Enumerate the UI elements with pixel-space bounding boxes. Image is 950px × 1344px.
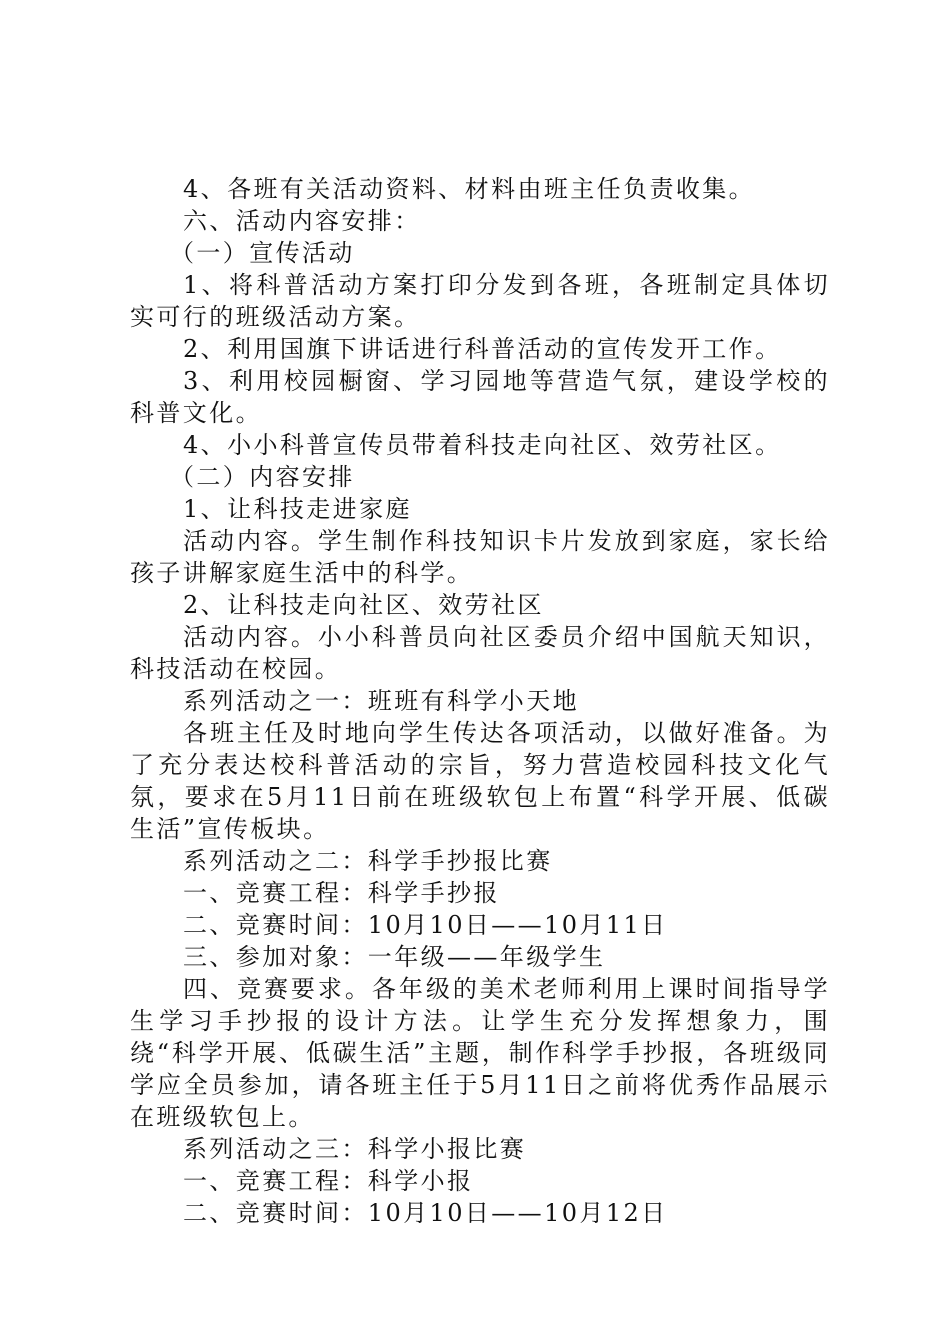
activity-heading: 系列活动之三：科学小报比赛: [183, 1135, 527, 1163]
subsection-heading: （二）内容安排: [170, 463, 355, 491]
paragraph: 三、参加对象：一年级——年级学生: [183, 943, 606, 971]
section-heading: 六、活动内容安排：: [183, 207, 421, 235]
paragraph: 4、各班有关活动资料、材料由班主任负责收集。: [183, 175, 756, 203]
paragraph: 1、让科技走进家庭: [183, 495, 412, 523]
paragraph: 2、利用国旗下讲话进行科普活动的宣传发开工作。: [183, 335, 782, 363]
paragraph: 四、竞赛要求。各年级的美术老师利用上课时间指导学生学习手抄报的设计方法。让学生充分发挥想象力，围绕“科学开展、低碳生活”主题，制作科学手抄报，各班级同学应全员参加，请各班主任于5月11日之前将优秀作品展示在班级软包上。: [130, 975, 830, 1131]
paragraph: 4、小小科普宣传员带着科技走向社区、效劳社区。: [183, 431, 782, 459]
activity-heading: 系列活动之一：班班有科学小天地: [183, 687, 579, 715]
paragraph: 各班主任及时地向学生传达各项活动，以做好准备。为了充分表达校科普活动的宗旨，努力营造校园科技文化气氛，要求在5月11日前在班级软包上布置“科学开展、低碳生活”宣传板块。: [130, 719, 830, 843]
paragraph: 一、竞赛工程：科学小报: [183, 1167, 474, 1195]
activity-heading: 系列活动之二：科学手抄报比赛: [183, 847, 553, 875]
paragraph: 二、竞赛时间：10月10日——10月12日: [183, 1199, 668, 1227]
paragraph: 一、竞赛工程：科学手抄报: [183, 879, 500, 907]
paragraph: 二、竞赛时间：10月10日——10月11日: [183, 911, 668, 939]
document-body: [130, 173, 830, 1229]
subsection-heading: （一）宣传活动: [170, 239, 355, 267]
paragraph: 活动内容。学生制作科技知识卡片发放到家庭，家长给孩子讲解家庭生活中的科学。: [130, 527, 830, 587]
paragraph: 3、利用校园橱窗、学习园地等营造气氛，建设学校的科普文化。: [130, 367, 830, 427]
paragraph: 2、让科技走向社区、效劳社区: [183, 591, 544, 619]
paragraph: 活动内容。小小科普员向社区委员介绍中国航天知识，科技活动在校园。: [130, 623, 830, 683]
paragraph: 1、将科普活动方案打印分发到各班，各班制定具体切实可行的班级活动方案。: [130, 271, 830, 331]
